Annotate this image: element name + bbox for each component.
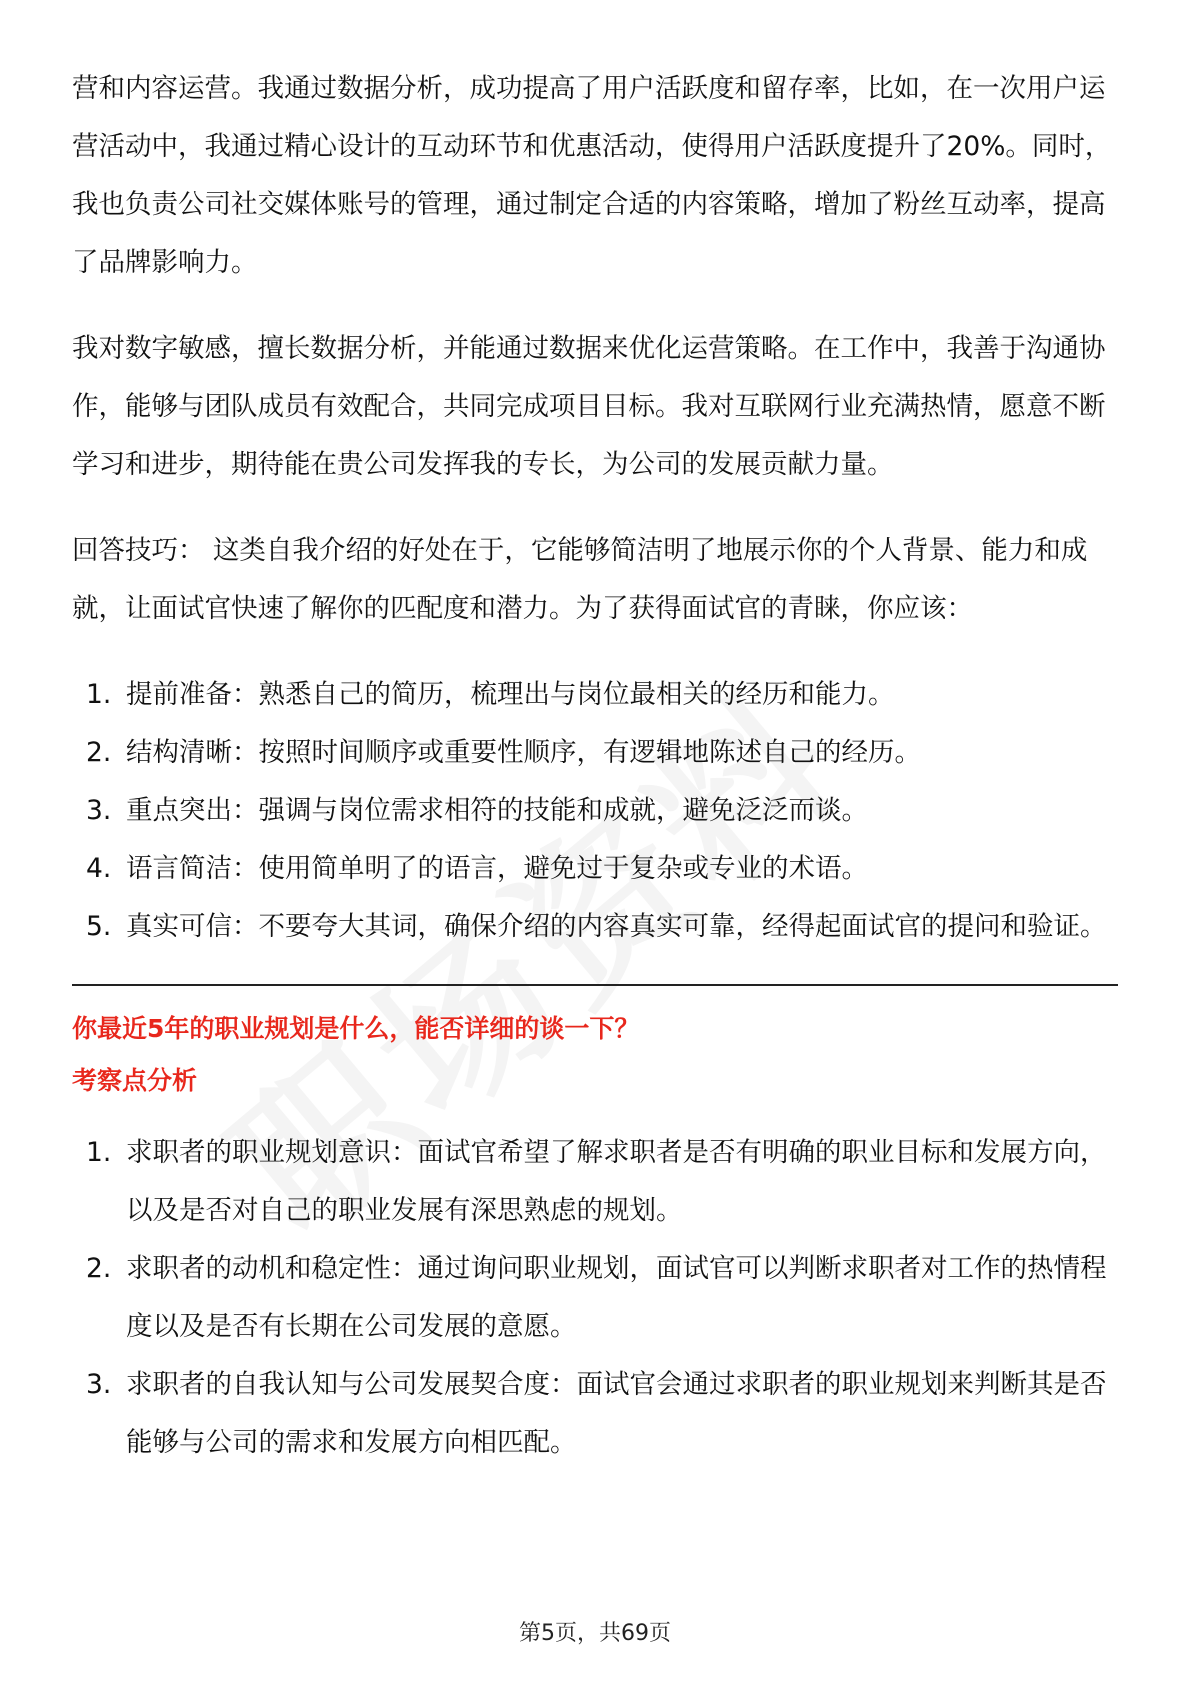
list-item: 求职者的自我认知与公司发展契合度：面试官会通过求职者的职业规划来判断其是否能够与公司的需求和发展方向相匹配。 [126,1369,1107,1458]
list-item: 提前准备：熟悉自己的简历，梳理出与岗位最相关的经历和能力。 [126,679,895,710]
list-item: 语言简洁：使用简单明了的语言，避免过于复杂或专业的术语。 [126,853,868,884]
paragraph-strengths: 我对数字敏感，擅长数据分析，并能通过数据来优化运营策略。在工作中，我善于沟通协作，能够与团队成员有效配合，共同完成项目目标。我对互联网行业充满热情，愿意不断学习和进步，期待能在贵公司发挥我的专长，为公司的发展贡献力量。 [72,333,1106,480]
paragraph-experience: 营和内容运营。我通过数据分析，成功提高了用户活跃度和留存率，比如，在一次用户运营活动中，我通过精心设计的互动环节和优惠活动，使得用户活跃度提升了20%。同时，我也负责公司社交媒体账号的管理，通过制定合适的内容策略，增加了粉丝互动率，提高了品牌影响力。 [72,73,1112,278]
page-footer: 第5页，共69页 [519,1621,671,1646]
section-divider [72,984,1118,986]
paragraph-answer-tips: 回答技巧： 这类自我介绍的好处在于，它能够简洁明了地展示你的个人背景、能力和成就，让面试官快速了解你的匹配度和潜力。为了获得面试官的青睐，你应该： [72,535,1088,624]
analysis-list [72,1124,1118,1472]
list-item: 真实可信：不要夸大其词，确保介绍的内容真实可靠，经得起面试官的提问和验证。 [126,911,1107,942]
list-item: 重点突出：强调与岗位需求相符的技能和成就，避免泛泛而谈。 [126,795,868,826]
document-body [72,60,1118,1500]
tips-list [72,666,1118,956]
list-item: 求职者的动机和稳定性：通过询问职业规划，面试官可以判断求职者对工作的热情程度以及是否有长期在公司发展的意愿。 [126,1253,1107,1342]
list-item: 求职者的职业规划意识：面试官希望了解求职者是否有明确的职业目标和发展方向，以及是否对自己的职业发展有深思熟虑的规划。 [126,1137,1107,1226]
question-heading: 你最近5年的职业规划是什么，能否详细的谈一下？ [72,1014,640,1043]
analysis-heading: 考察点分析 [72,1066,198,1095]
list-item: 结构清晰：按照时间顺序或重要性顺序，有逻辑地陈述自己的经历。 [126,737,921,768]
